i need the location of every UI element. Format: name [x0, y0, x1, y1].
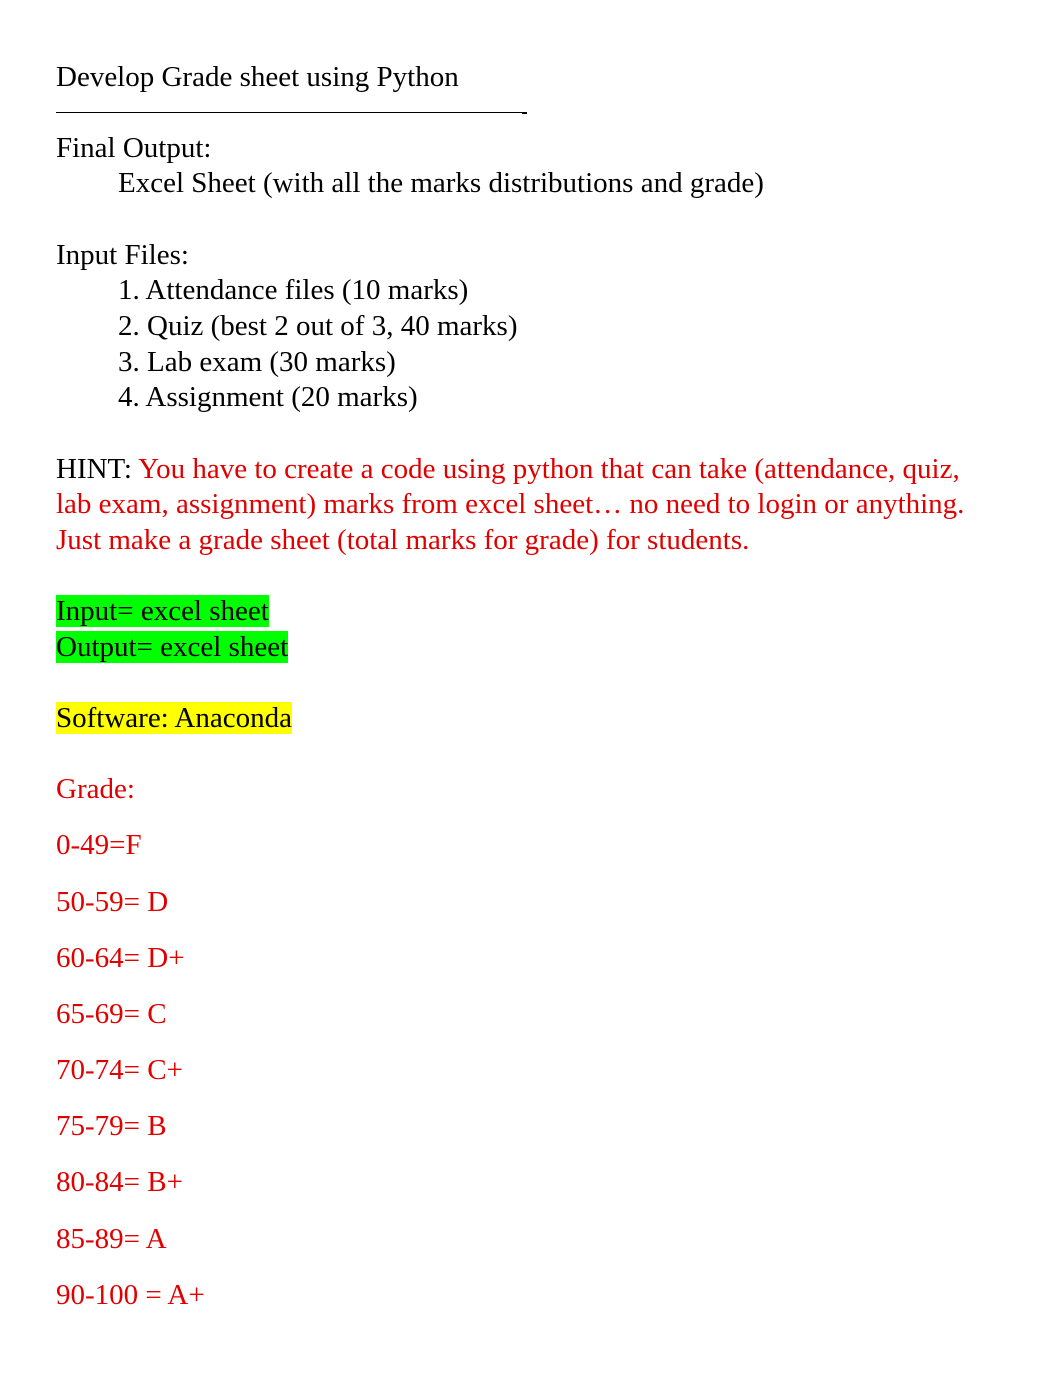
- grade-item: 90-100 = A+: [56, 1279, 205, 1311]
- final-output-heading: Final Output:: [56, 132, 212, 164]
- input-file-item: [118, 379, 418, 415]
- grade-item: 50-59= D: [56, 886, 169, 918]
- grade-item: 0-49=F: [56, 829, 142, 861]
- final-output-text: Excel Sheet (with all the marks distributions and grade): [118, 167, 764, 199]
- item-text: Quiz (best 2 out of 3, 40 marks): [147, 310, 518, 342]
- hint-line-2: lab exam, assignment) marks from excel sheet… no need to login or anything.: [56, 488, 965, 520]
- grade-item: 80-84= B+: [56, 1166, 183, 1198]
- software-highlight: Software: Anaconda: [56, 702, 292, 734]
- grade-item: 75-79= B: [56, 1110, 167, 1142]
- document-title: Develop Grade sheet using Python: [56, 61, 459, 93]
- item-number: 3.: [118, 346, 140, 378]
- item-number: 4.: [118, 381, 140, 413]
- item-number: 2.: [118, 310, 140, 342]
- grade-item: 60-64= D+: [56, 942, 185, 974]
- output-io-line: [56, 629, 288, 665]
- item-text: Assignment (20 marks): [145, 381, 418, 413]
- hint-text: You have to create a code using python that can take (attendance, quiz,: [138, 453, 960, 485]
- input-file-item: [118, 272, 468, 308]
- item-text: Lab exam (30 marks): [147, 346, 396, 378]
- grade-item: 70-74= C+: [56, 1054, 183, 1086]
- hint-line-3: Just make a grade sheet (total marks for grade) for students.: [56, 524, 750, 556]
- title-underline: [56, 112, 526, 113]
- software-line: [56, 700, 292, 736]
- title-underline-end: [522, 112, 527, 114]
- grade-item: 85-89= A: [56, 1223, 167, 1255]
- grade-item: 65-69= C: [56, 998, 167, 1030]
- input-highlight: Input= excel sheet: [56, 595, 269, 627]
- input-io-line: [56, 593, 269, 629]
- input-files-heading: Input Files:: [56, 239, 189, 271]
- output-highlight: Output= excel sheet: [56, 631, 289, 663]
- input-file-item: [118, 344, 396, 380]
- input-file-item: [118, 308, 518, 344]
- hint-line-1: [56, 451, 960, 487]
- hint-label: HINT:: [56, 453, 132, 485]
- grade-heading: Grade:: [56, 773, 135, 805]
- item-number: 1.: [118, 274, 140, 306]
- item-text: Attendance files (10 marks): [145, 274, 469, 306]
